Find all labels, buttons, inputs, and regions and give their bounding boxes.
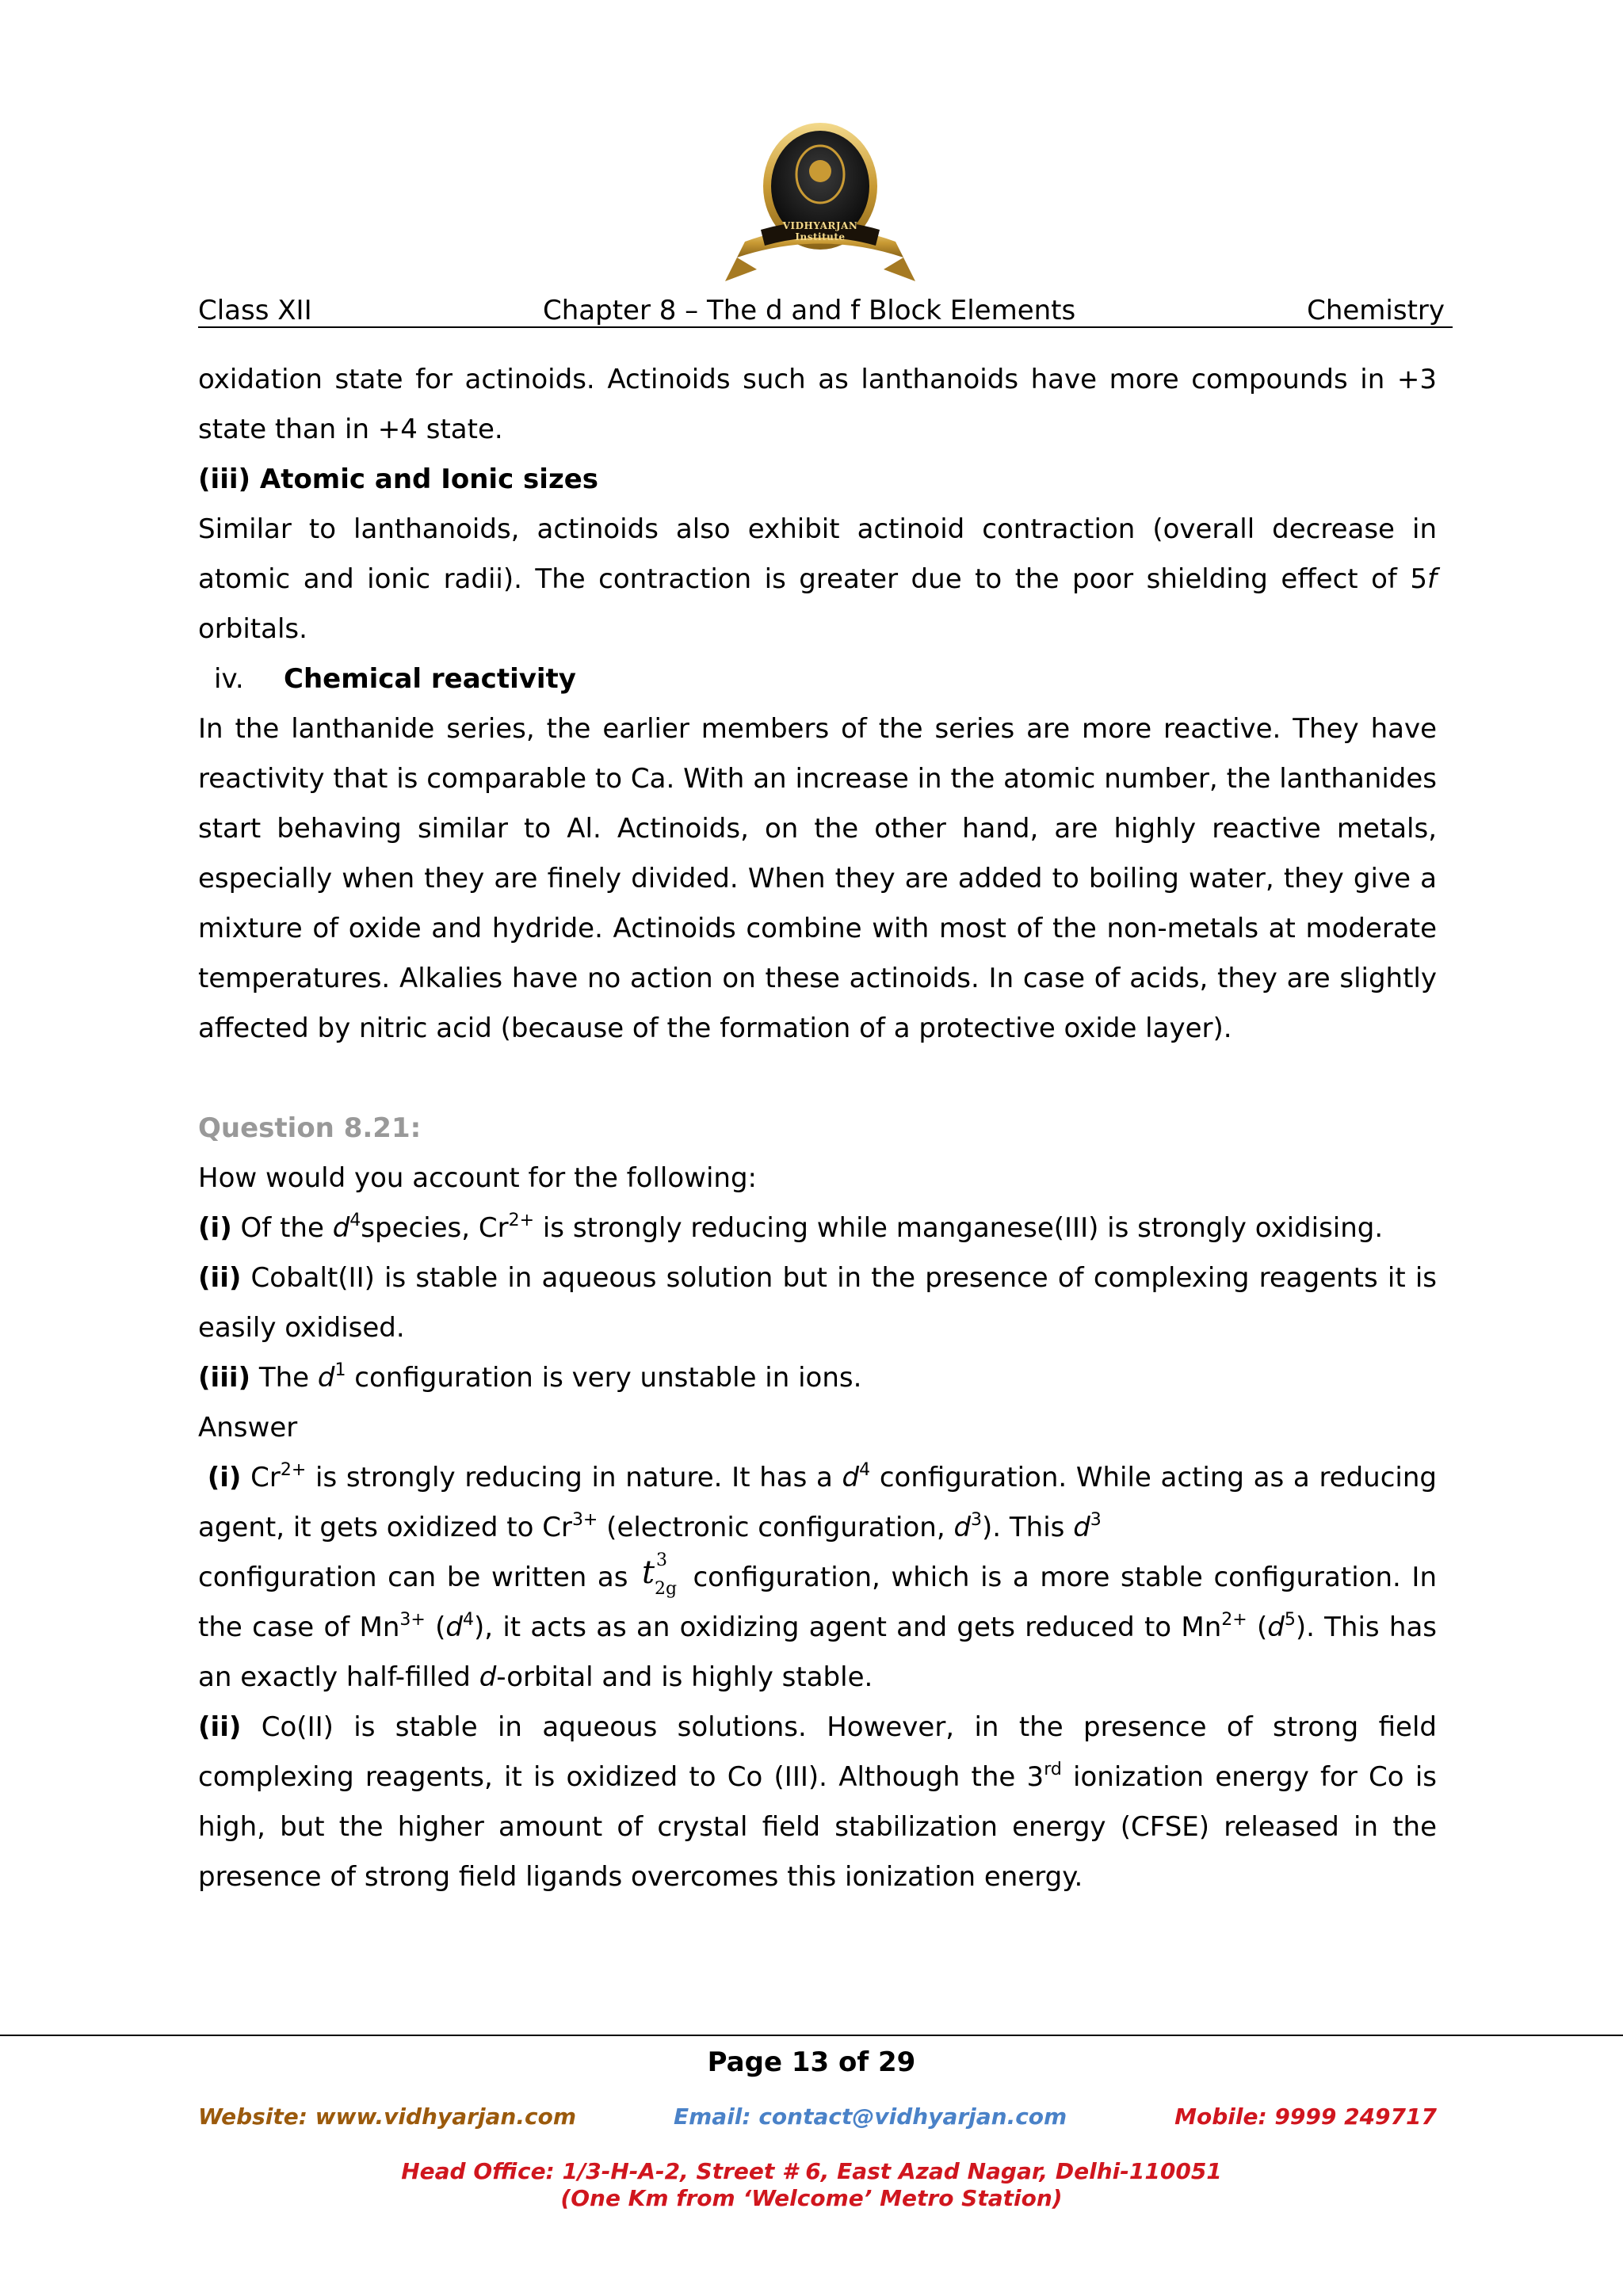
italic-d: d [332, 1212, 350, 1244]
page-number: Page 13 of 29 [707, 2046, 916, 2078]
italic-d: d [1267, 1611, 1285, 1643]
italic-d: d [317, 1362, 335, 1394]
italic-d: d [479, 1661, 497, 1693]
text-span: ( [425, 1611, 446, 1643]
question-part-iii [198, 1353, 1437, 1403]
paragraph-contraction [198, 505, 1437, 654]
superscript: 2+ [508, 1211, 535, 1230]
chapter-title: Chapter 8 – The d and f Block Elements [543, 295, 1076, 326]
heading-chemical-reactivity [198, 654, 1437, 704]
part-label: (iii) [198, 1362, 251, 1394]
text-span: Co(II) is stable in aqueous solutions. However, in the presence of strong field complexing reagents, it is oxidized to Co (III). Although the 3 [198, 1711, 1437, 1793]
question-intro: How would you account for the following: [198, 1162, 757, 1194]
question-part-i [198, 1203, 1437, 1253]
class-label: Class XII [198, 295, 312, 326]
text-span: configuration. While acting as a reducing agent, it gets oxidized to Cr [198, 1462, 1437, 1543]
italic-d: d [1073, 1512, 1090, 1543]
head-office-landmark: (One Km from ‘Welcome’ Metro Station) [560, 2185, 1063, 2211]
text-span: is strongly reducing while manganese(III) is strongly oxidising. [534, 1212, 1384, 1244]
website-link[interactable]: Website: www.vidhyarjan.com [198, 2103, 577, 2130]
footer-contacts [198, 2103, 1437, 2135]
text-span: configuration, which is a more stable configuration. In the case of Mn [198, 1562, 1437, 1643]
page-content [198, 355, 1437, 1902]
subject-label: Chemistry [1307, 295, 1445, 326]
answer-part-i [198, 1453, 1437, 1703]
t2g-superscript: 3 [656, 1550, 668, 1570]
superscript: 3+ [571, 1510, 598, 1530]
superscript: 3 [971, 1510, 983, 1530]
email-link[interactable]: Email: contact@vidhyarjan.com [674, 2103, 1067, 2130]
italic-d: d [842, 1462, 860, 1493]
part-label: (i) [207, 1462, 242, 1493]
part-label: (ii) [198, 1711, 242, 1743]
text-span: configuration can be written as [198, 1562, 628, 1593]
t2g-notation [640, 1550, 686, 1603]
superscript: 3+ [399, 1610, 426, 1630]
italic-f: f [1427, 563, 1437, 595]
heading-text: Chemical reactivity [284, 663, 576, 695]
vidhyarjan-logo [713, 119, 927, 289]
text-span: ). This [982, 1512, 1074, 1543]
text-span: The [250, 1362, 318, 1394]
roman-numeral: iv. [214, 663, 244, 695]
paragraph-oxidation: oxidation state for actinoids. Actinoids such as lanthanoids have more compounds in +3 state than in +4 state. [198, 364, 1437, 445]
logo-text: VIDHYARJAN Institute [782, 220, 858, 242]
italic-d: d [445, 1611, 463, 1643]
paragraph-reactivity: In the lanthanide series, the earlier members of the series are more reactive. They have reactivity that is comparable to Ca. With an increase in the atomic number, the lanthanides start behaving similar to Al. Actinoids, on the other hand, are highly reactive metals, especially when they are finely divided. When they are added to boiling water, they give a mixture of oxide and hydride. Actinoids combine with most of the non-metals at moderate temperatures. Alkalies have no action on these actinoids. In case of acids, they are slightly affected by nitric acid (because of the formation of a protective oxide layer). [198, 713, 1437, 1044]
text-span: ), it acts as an oxidizing agent and gets reduced to Mn [473, 1611, 1222, 1643]
text-span: is strongly reducing in nature. It has a [306, 1462, 842, 1493]
text-span: (electronic configuration, [598, 1512, 954, 1543]
t2g-subscript: 2g [655, 1579, 678, 1599]
text-span: Cobalt(II) is stable in aqueous solution but in the presence of complexing reagents it is easily oxidised. [198, 1262, 1437, 1344]
text-span: orbitals. [198, 613, 307, 645]
text-span: Similar to lanthanoids, actinoids also exhibit actinoid contraction (overall decrease in atomic and ionic radii). The contraction is greater due to the poor shielding effect of 5 [198, 513, 1437, 595]
text-span: species, Cr [361, 1212, 509, 1244]
footer-divider [0, 2035, 1623, 2036]
text-span: ( [1247, 1611, 1268, 1643]
heading-atomic-ionic-sizes: (iii) Atomic and Ionic sizes [198, 463, 599, 495]
t2g-base: t [642, 1554, 655, 1591]
head-office-address: Head Office: 1/3-H-A-2, Street # 6, East Azad Nagar, Delhi-110051 [401, 2158, 1222, 2184]
superscript: 2+ [1221, 1610, 1247, 1630]
page-header [198, 295, 1453, 328]
question-part-ii [198, 1253, 1437, 1353]
text-span: Of the [231, 1212, 333, 1244]
mobile-number: Mobile: 9999 249717 [1174, 2103, 1437, 2130]
answer-label: Answer [198, 1412, 298, 1444]
italic-d: d [953, 1512, 972, 1543]
answer-part-ii [198, 1703, 1437, 1902]
text-span: -orbital and is highly stable. [496, 1661, 873, 1693]
text-span: ). This has an exactly half-filled [198, 1611, 1437, 1693]
text-span: Cr [241, 1462, 281, 1493]
superscript: 4 [462, 1610, 474, 1630]
text-span: ionization energy for Co is high, but the higher amount of crystal field stabilization energy (CFSE) released in the presence of strong field ligands overcomes this ionization energy. [198, 1761, 1437, 1893]
superscript: 4 [349, 1211, 361, 1230]
superscript: 2+ [280, 1460, 307, 1480]
superscript: 1 [334, 1360, 346, 1380]
superscript: 4 [859, 1460, 871, 1480]
superscript: rd [1044, 1760, 1062, 1779]
part-label: (i) [198, 1212, 232, 1244]
text-span: configuration is very unstable in ions. [346, 1362, 862, 1394]
superscript: 3 [1090, 1510, 1102, 1530]
question-title: Question 8.21: [198, 1112, 422, 1144]
part-label: (ii) [198, 1262, 242, 1294]
superscript: 5 [1284, 1610, 1296, 1630]
